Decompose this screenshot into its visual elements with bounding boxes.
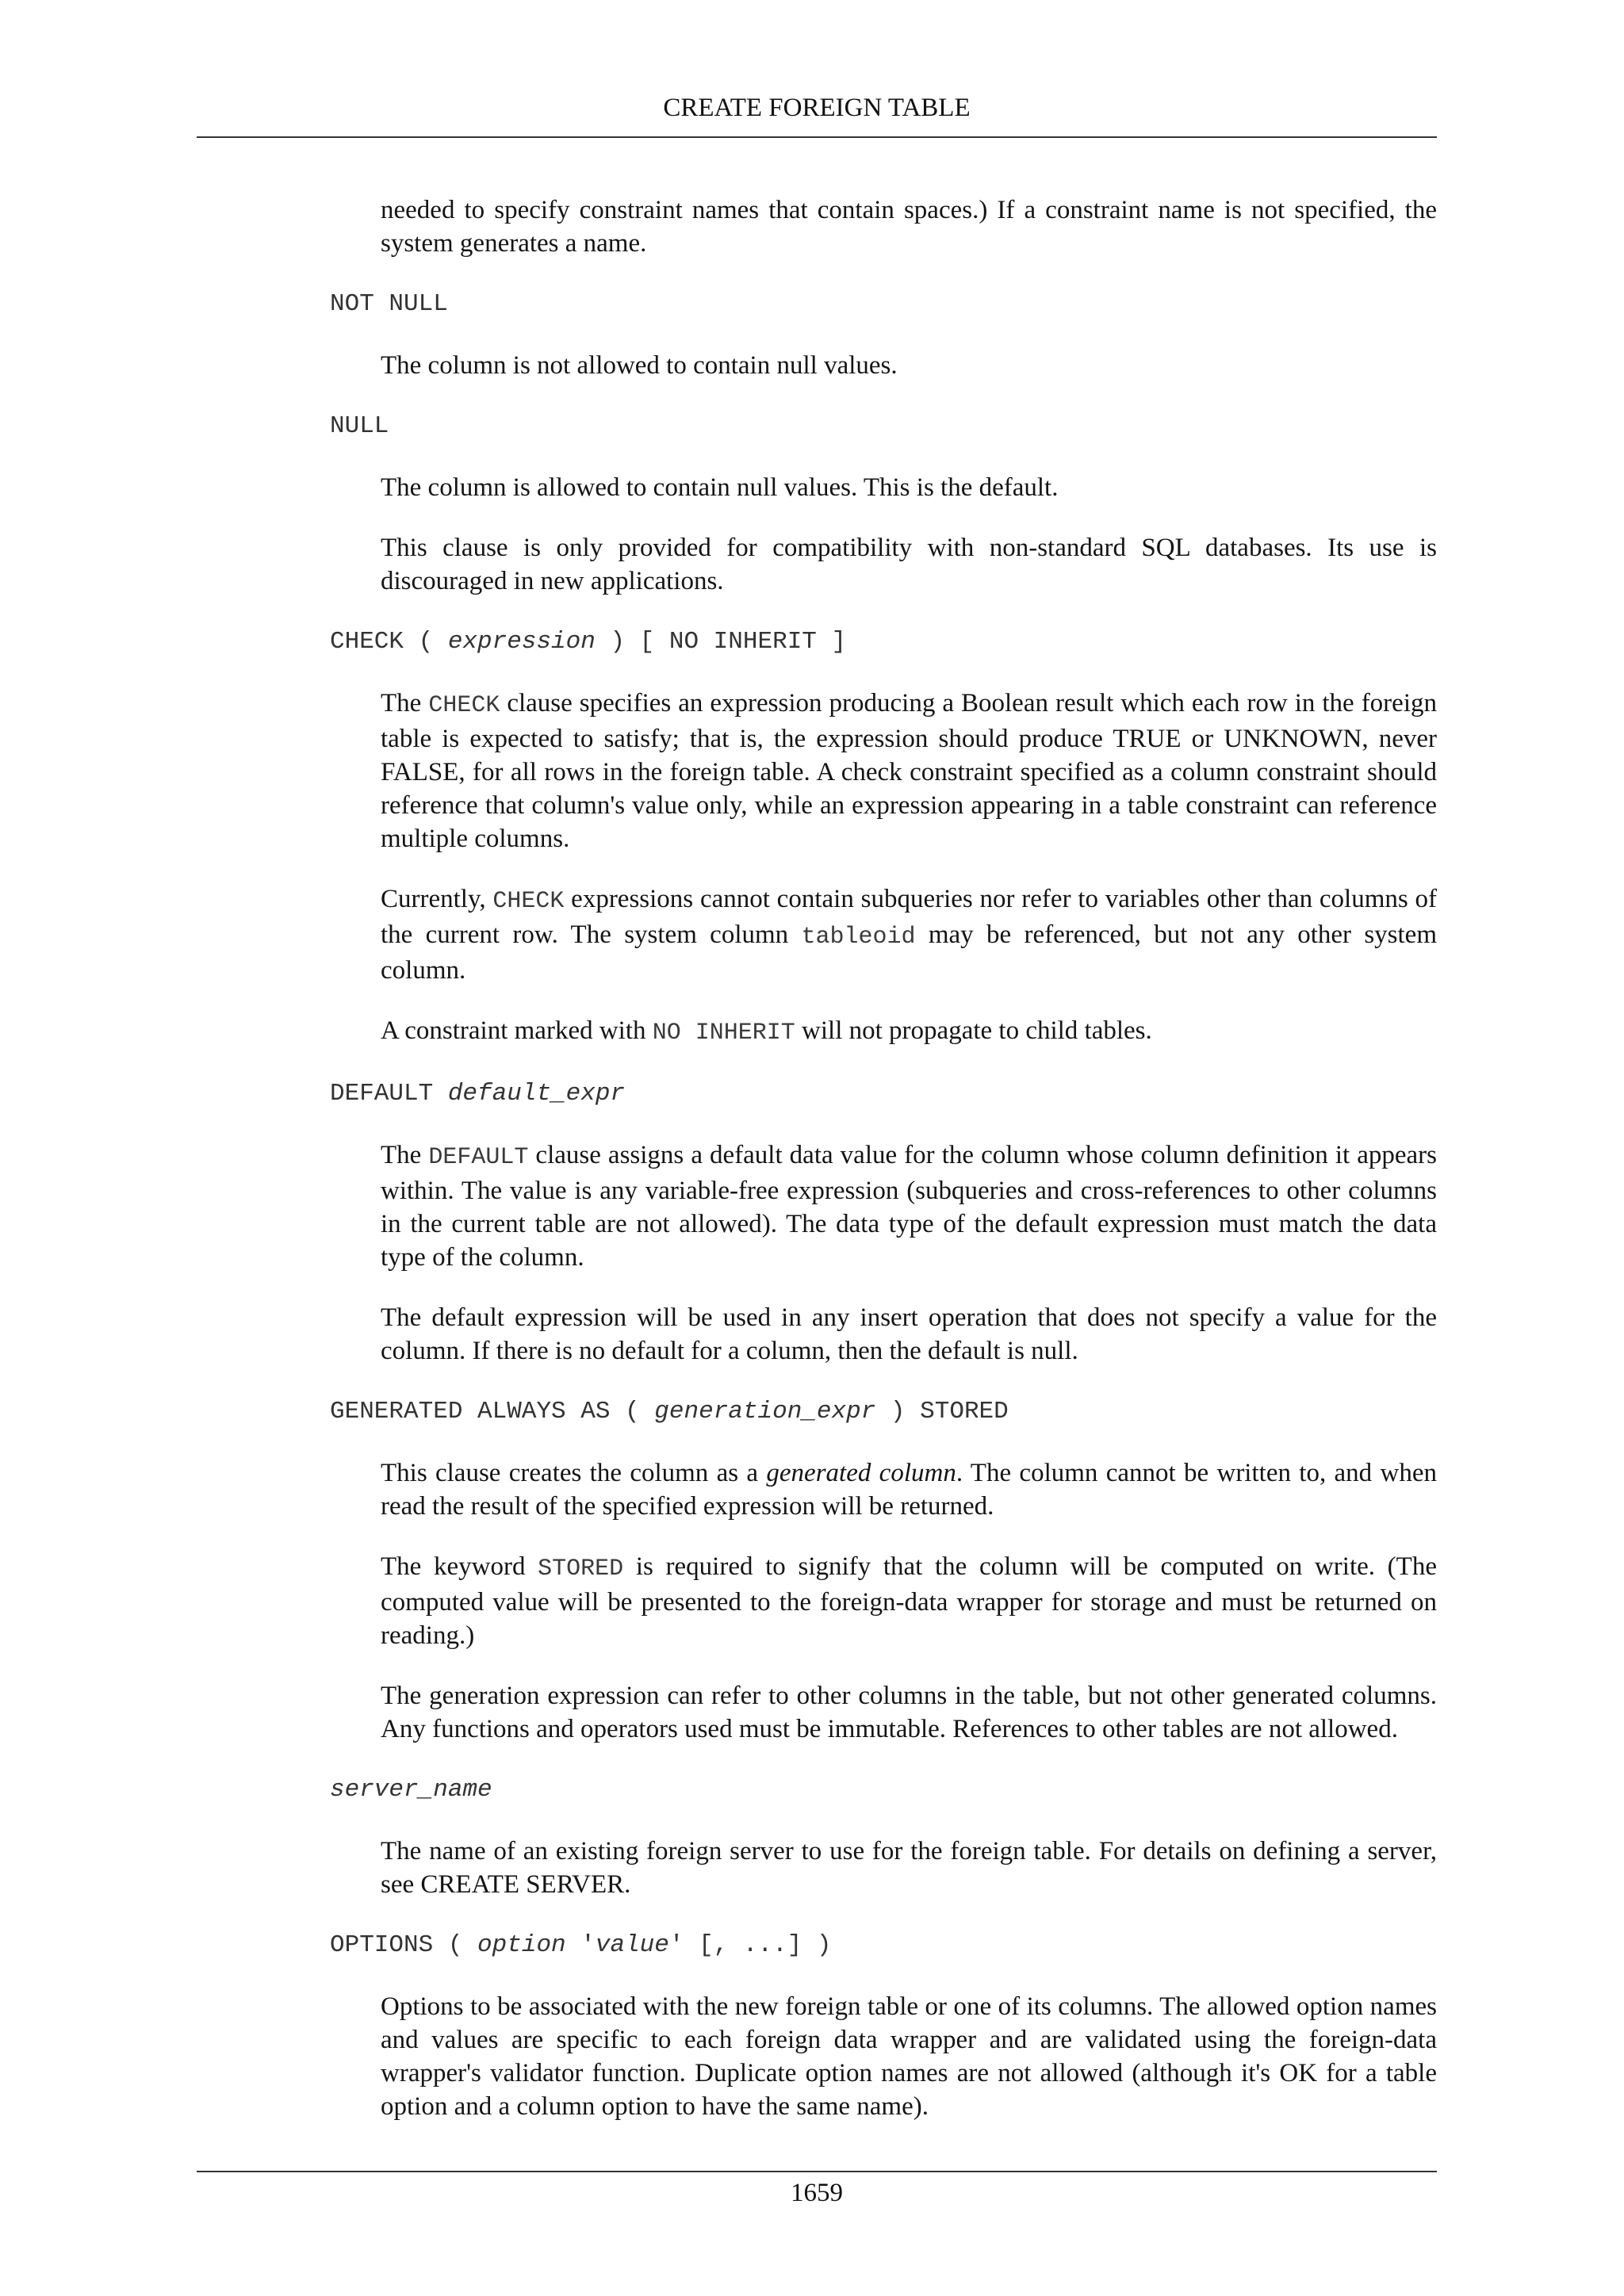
generated-stored-note — [381, 1550, 1437, 1652]
running-header: CREATE FOREIGN TABLE — [663, 94, 971, 122]
emphasis: generated column — [766, 1459, 956, 1487]
text-run: The — [381, 1141, 429, 1169]
footer-divider — [197, 2171, 1437, 2172]
term-options-tail: ' [, ...] ) — [668, 1931, 832, 1959]
header-divider — [197, 136, 1437, 138]
page-body — [197, 193, 1437, 2150]
not-null-description: The column is not allowed to contain null values. — [381, 351, 898, 380]
term-check-tail: ) [ NO INHERIT ] — [595, 628, 847, 656]
term-options-keyword: OPTIONS ( — [330, 1931, 478, 1959]
text-run: may be referenced, but not any other system column. — [381, 920, 1438, 985]
term-generated-param: generation_expr — [654, 1398, 876, 1425]
default-description — [381, 1138, 1437, 1274]
term-null: NULL — [330, 412, 389, 440]
check-description — [381, 687, 1437, 855]
term-default-param: default_expr — [447, 1080, 626, 1108]
term-options — [330, 1928, 1437, 1963]
text-run: is required to signify that the column will be computed on write. (The computed value will be presented to the foreign-data wrapper for storage and must be returned on reading.) — [381, 1552, 1437, 1650]
page-number: 1659 — [791, 2179, 843, 2207]
generated-restrictions: The generation expression can refer to other columns in the table, but not other generated columns. Any functions and operators used must be immutable. References to other tables are not allowed. — [381, 1682, 1437, 1743]
term-generated — [330, 1395, 1437, 1429]
term-server-name — [330, 1773, 1437, 1808]
inline-code: NO INHERIT — [652, 1020, 795, 1047]
text-run: The keyword — [381, 1552, 538, 1581]
inline-code: CHECK — [428, 692, 500, 719]
check-restrictions — [381, 882, 1437, 987]
term-options-quote: ' — [565, 1931, 596, 1959]
term-check-param: expression — [447, 628, 596, 656]
term-options-value: value — [595, 1931, 669, 1959]
options-description: Options to be associated with the new foreign table or one of its columns. The allowed option names and values are specific to each foreign data wrapper and are validated using the foreign-data wrapper's validator function. Duplicate option names are not allowed (although it's OK for a table option and a column option to have the same name). — [381, 1992, 1437, 2121]
continued-paragraph: needed to specify constraint names that contain spaces.) If a constraint name is not specified, the system generates a name. — [381, 196, 1437, 258]
inline-code: tableoid — [801, 924, 916, 951]
term-check — [330, 625, 1437, 660]
null-description: The column is allowed to contain null values. This is the default. — [381, 473, 1059, 502]
text-run: This clause creates the column as a — [381, 1459, 767, 1487]
inline-code: STORED — [538, 1556, 624, 1582]
generated-description — [381, 1456, 1437, 1523]
term-generated-tail: ) STORED — [875, 1398, 1009, 1425]
text-run: clause specifies an expression producing a Boolean result which each row in the foreign table is expected to satisfy; that is, the expression should produce TRUE or UNKNOWN, never FALSE, for all rows in the foreign table. A check constraint specified as a column constraint should reference that column's value only, while an expression appearing in a table constraint can reference multiple columns. — [381, 689, 1437, 853]
term-default — [330, 1077, 1437, 1112]
inline-code: CHECK — [492, 888, 565, 915]
text-run: will not propagate to child tables. — [795, 1016, 1152, 1045]
inline-code: DEFAULT — [428, 1144, 529, 1171]
term-generated-keyword: GENERATED ALWAYS AS ( — [330, 1398, 655, 1425]
text-run: A constraint marked with — [381, 1016, 653, 1045]
text-run: clause assigns a default data value for the column whose column definition it appears within. The value is any variable-free expression (subqueries and cross-references to other columns in the current table are not allowed). The data type of the default expression must match the data type of the column. — [381, 1141, 1437, 1272]
term-server-param: server_name — [330, 1776, 492, 1804]
text-run: The — [381, 689, 429, 718]
check-no-inherit-note — [381, 1014, 1437, 1050]
term-check-keyword: CHECK ( — [330, 628, 448, 656]
term-default-keyword: DEFAULT — [330, 1080, 448, 1108]
term-options-param: option — [477, 1931, 566, 1959]
server-name-description: The name of an existing foreign server to use for the foreign table. For details on defining a server, see CREATE SERVER. — [381, 1837, 1437, 1899]
default-usage-note: The default expression will be used in any insert operation that does not specify a value for the column. If there is no default for a column, then the default is null. — [381, 1303, 1437, 1365]
text-run: Currently, — [381, 885, 493, 913]
text-run: expressions cannot contain subqueries nor refer to variables other than columns of the current row. The system column — [381, 885, 1437, 949]
term-not-null: NOT NULL — [330, 290, 448, 318]
text-run: . The column cannot be written to, and when read the result of the specified expression will be returned. — [381, 1459, 1437, 1521]
null-compat-note: This clause is only provided for compatibility with non-standard SQL databases. Its use is discouraged in new applications. — [381, 534, 1437, 595]
